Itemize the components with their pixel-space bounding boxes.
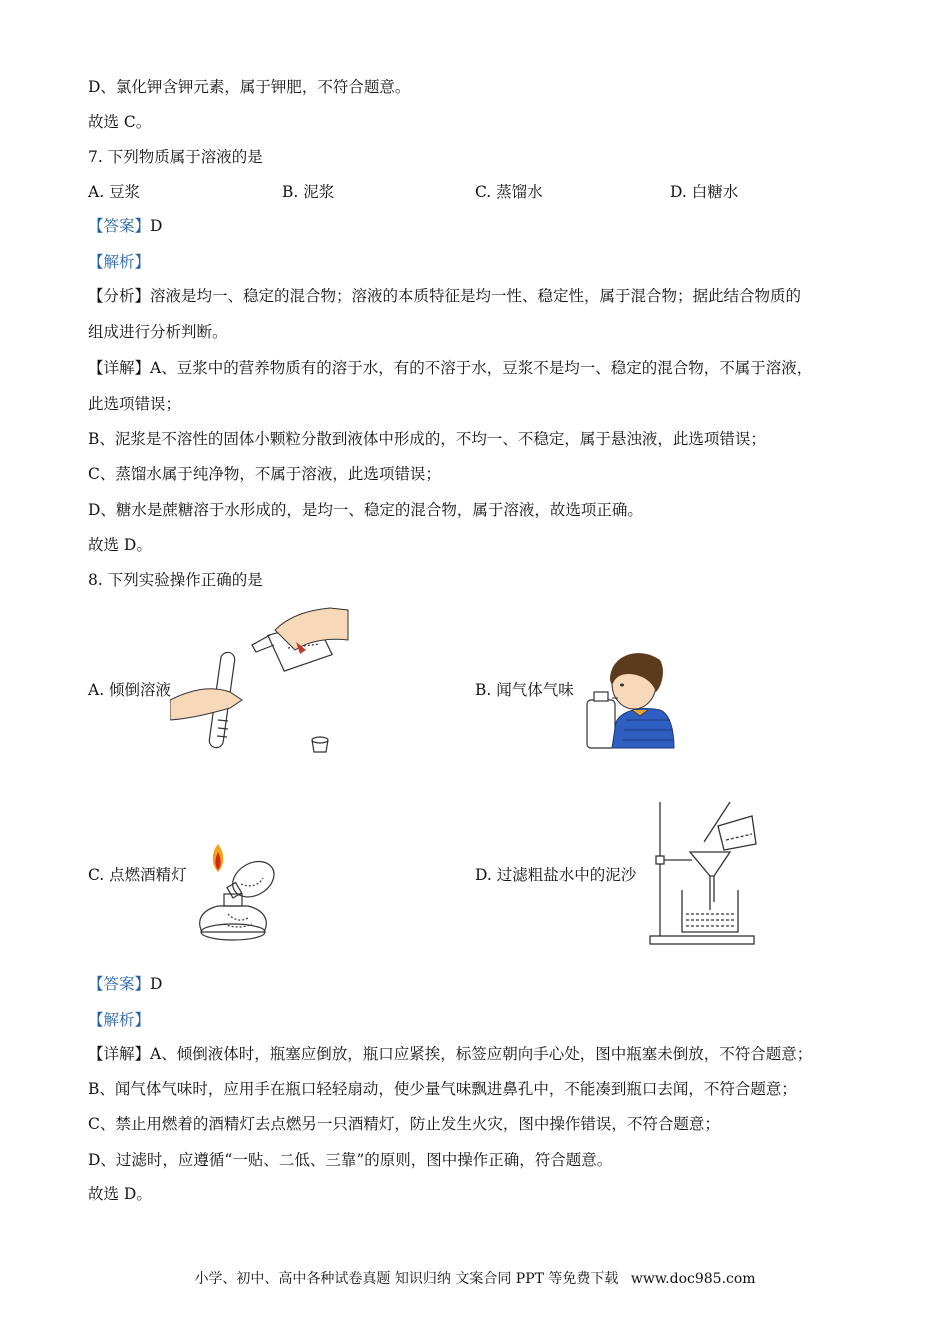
q7-option-b: B. 泥浆: [282, 183, 335, 201]
q7-option-c: C. 蒸馏水: [475, 183, 543, 201]
q8-option-d: D. 过滤粗盐水中的泥沙: [475, 866, 637, 884]
q7-option-a: A. 豆浆: [88, 183, 141, 201]
answer-tag: 【答案】: [88, 217, 151, 235]
smelling-gas-illustration: [582, 640, 677, 755]
text-line: C、禁止用燃着的酒精灯去点燃另一只酒精灯，防止发生火灾，图中操作错误，不符合题意；: [88, 1115, 720, 1133]
q8-option-c: C. 点燃酒精灯: [88, 866, 187, 884]
page-footer: [0, 1268, 950, 1288]
analysis-tag: 【解析】: [88, 1011, 151, 1029]
detail-line: [88, 357, 812, 379]
text-line: B、闻气体气味时，应用手在瓶口轻轻扇动，使少量气味飘进鼻孔中，不能凑到瓶口去闻，不符合题意；: [88, 1080, 797, 1098]
q8-option-b: B. 闻气体气味: [475, 681, 574, 699]
answer-value: D: [150, 217, 163, 235]
question-7: 7. 下列物质属于溶液的是: [88, 148, 263, 166]
detail-tag: 【详解】: [88, 359, 151, 377]
fenxi-tag: 【分析】: [88, 287, 151, 305]
fenxi-text: 溶液是均一、稳定的混合物；溶液的本质特征是均一性、稳定性，属于混合物；据此结合物质的: [150, 287, 802, 305]
lighting-alcohol-lamp-illustration: [188, 840, 288, 950]
answer-line: [88, 215, 162, 237]
q8-option-a: A. 倾倒溶液: [88, 681, 172, 699]
question-8: 8. 下列实验操作正确的是: [88, 571, 263, 589]
text-line: 故选 D。: [88, 1185, 152, 1203]
detail-tag: 【详解】: [88, 1045, 151, 1063]
answer-value: D: [150, 975, 163, 993]
text-line: 组成进行分析判断。: [88, 323, 228, 341]
text-line: 故选 C。: [88, 113, 152, 131]
answer-tag: 【答案】: [88, 975, 151, 993]
pouring-liquid-illustration: [170, 600, 350, 760]
text-line: D、过滤时，应遵循“一贴、二低、三靠”的原则，图中操作正确，符合题意。: [88, 1151, 613, 1169]
text-line: B、泥浆是不溶性的固体小颗粒分散到液体中形成的，不均一、不稳定，属于悬浊液，此选项错误；: [88, 430, 766, 448]
answer-line: [88, 973, 162, 995]
text-line: 故选 D。: [88, 536, 152, 554]
fenxi-line: [88, 285, 801, 307]
footer-text: 小学、初中、高中各种试卷真题 知识归纳 文案合同 PPT 等免费下载: [194, 1271, 619, 1287]
footer-link[interactable]: www.doc985.com: [630, 1271, 756, 1287]
detail-text: A、倾倒液体时，瓶塞应倒放，瓶口应紧挨，标签应朝向手心处，图中瓶塞未倒放，不符合题意；: [150, 1045, 813, 1063]
text-line: D、糖水是蔗糖溶于水形成的，是均一、稳定的混合物，属于溶液，故选项正确。: [88, 501, 643, 519]
text-line: D、氯化钾含钾元素，属于钾肥，不符合题意。: [88, 78, 411, 96]
text-line: C、蒸馏水属于纯净物，不属于溶液，此选项错误；: [88, 465, 441, 483]
detail-line: [88, 1043, 812, 1065]
text-line: 此选项错误；: [88, 395, 182, 413]
q7-option-d: D. 白糖水: [670, 183, 739, 201]
detail-text: A、豆浆中的营养物质有的溶于水，有的不溶于水，豆浆不是均一、稳定的混合物，不属于溶液，: [150, 359, 813, 377]
analysis-tag: 【解析】: [88, 253, 151, 271]
filtration-setup-illustration: [648, 798, 760, 948]
